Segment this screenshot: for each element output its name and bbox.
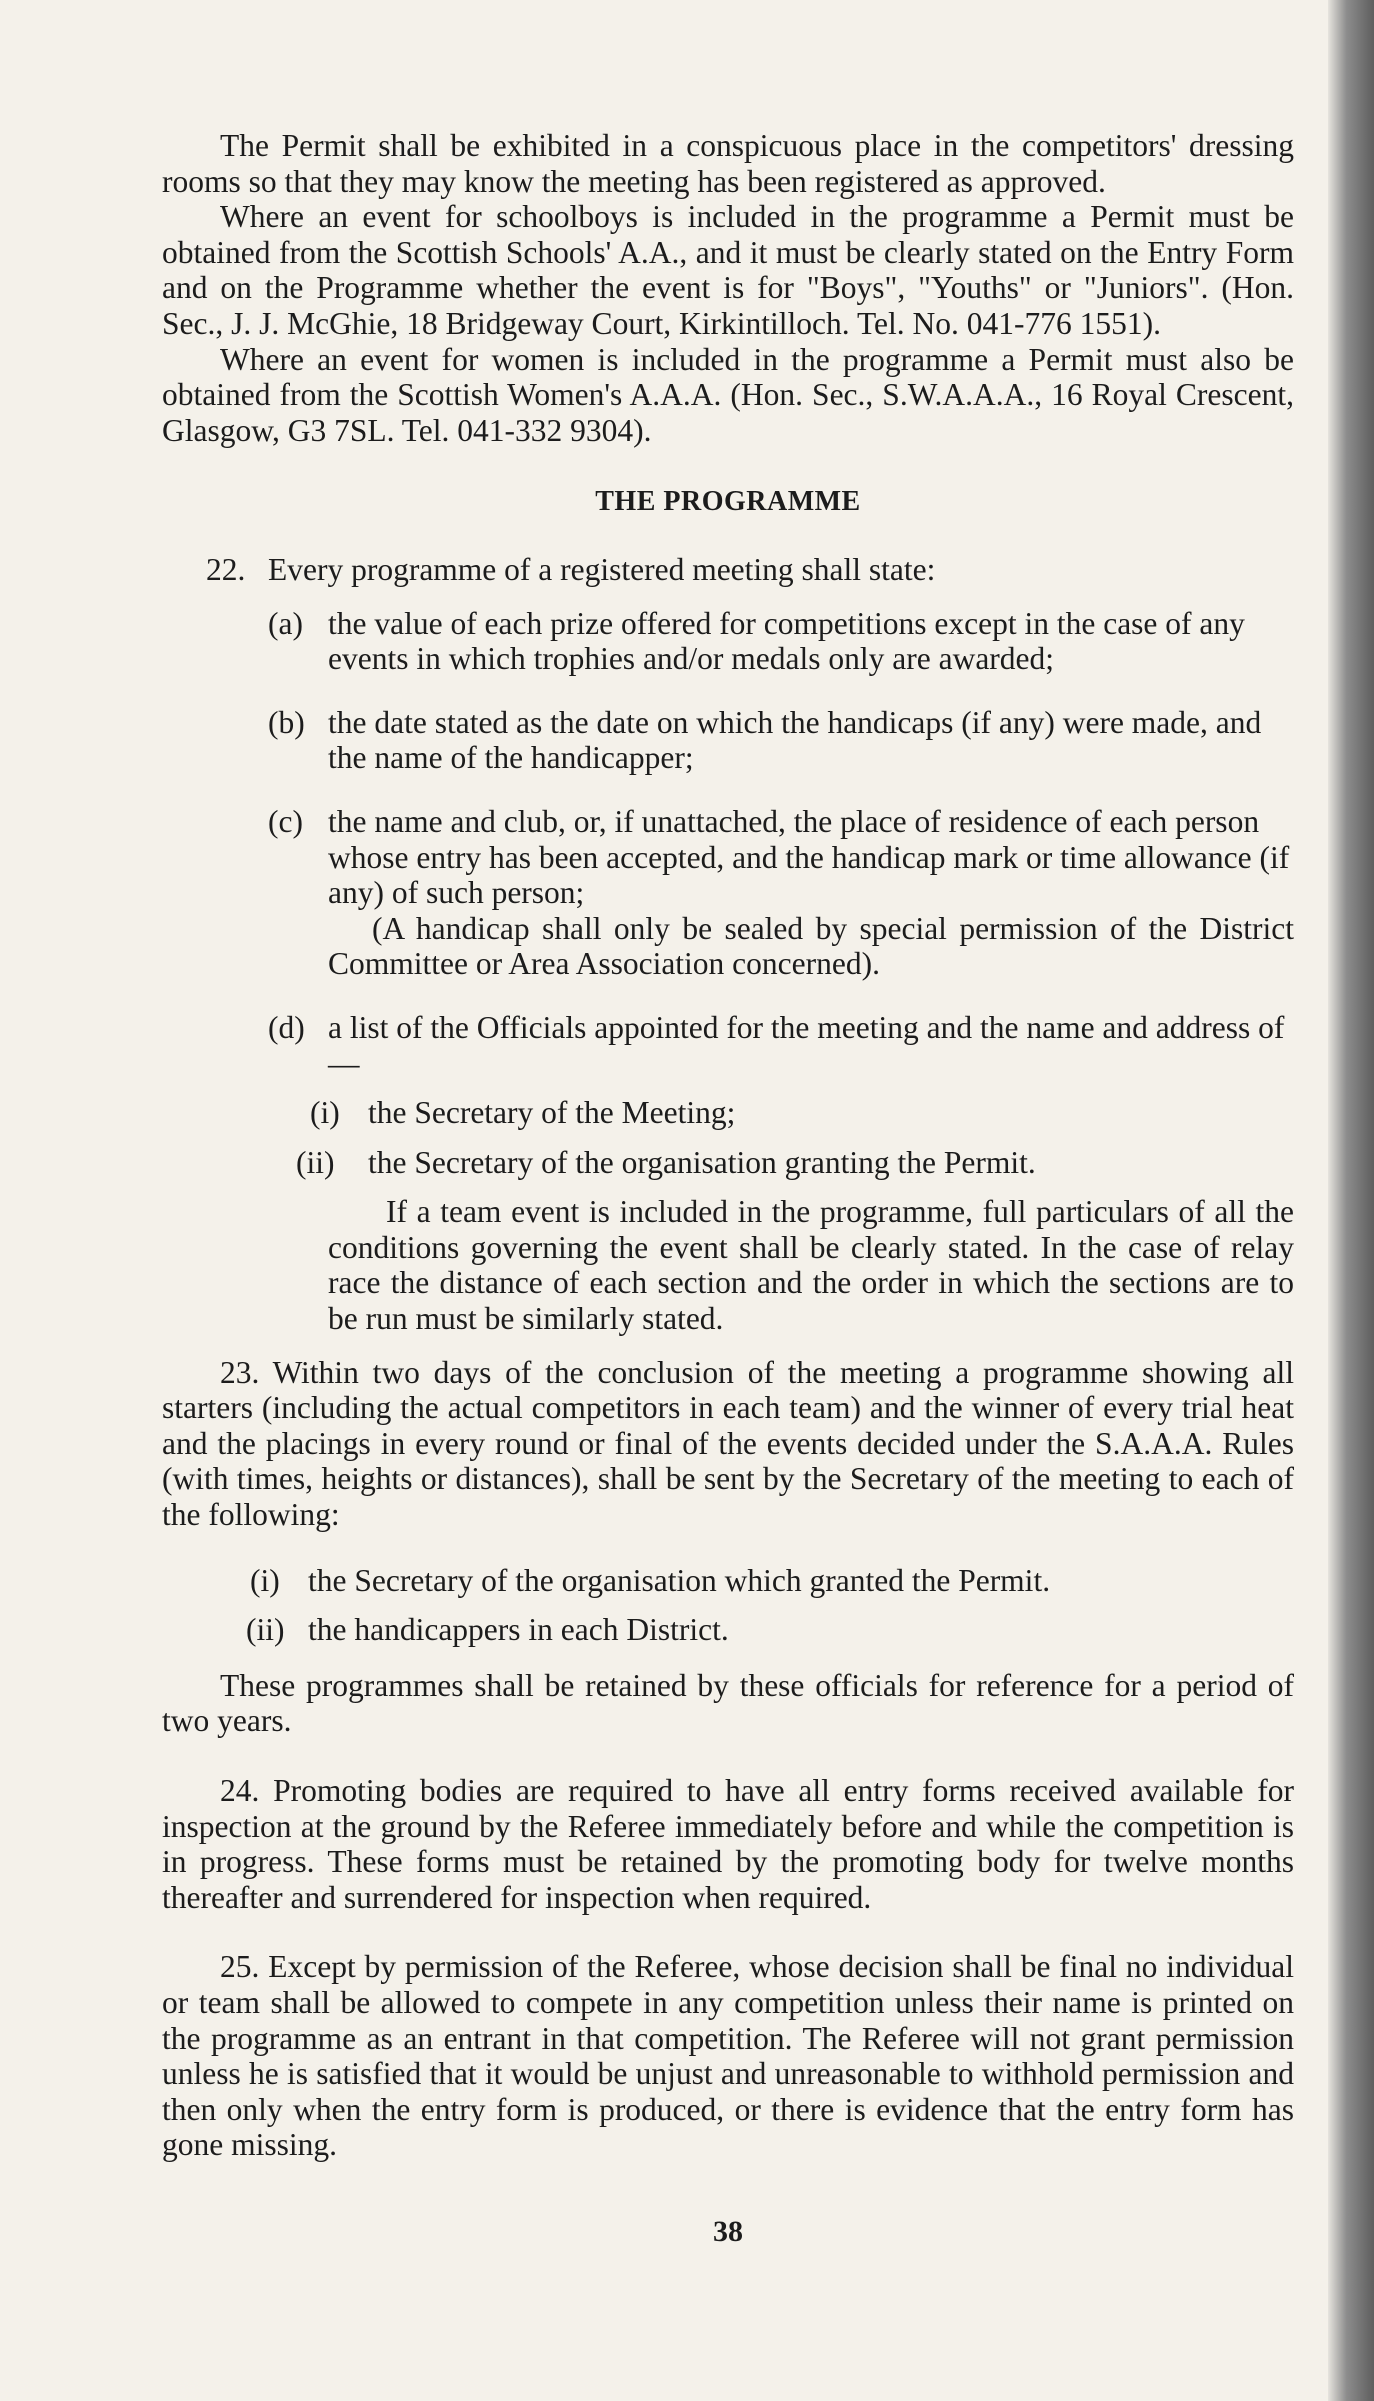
document-page	[162, 128, 1294, 2249]
sub-label: (i)	[250, 1562, 280, 1598]
sub-label: (ii)	[246, 1612, 285, 1648]
team-event-paragraph: If a team event is included in the programme, full particulars of all the conditions governing the event shall be clearly stated. In the case of relay race the distance of each section and the order in which the sections are to be run must be similarly stated.	[328, 1194, 1294, 1337]
rule-23-sub-i	[162, 1563, 1294, 1599]
sub-text: the handicappers in each District.	[308, 1612, 729, 1648]
clause-text: the name and club, or, if unattached, the place of residence of each person whose entry has been accepted, and the handicap mark or time allowance (if any) of such person;	[328, 803, 1290, 911]
rule-22-clause-b	[162, 705, 1294, 776]
rule-22	[162, 552, 1294, 588]
rule-23-sub-ii	[162, 1612, 1294, 1648]
rule-22-clause-c	[162, 804, 1294, 911]
rule-22-number: 22.	[206, 551, 246, 587]
rule-22-clause-a	[162, 606, 1294, 677]
rule-22-text: Every programme of a registered meeting shall state:	[268, 551, 936, 587]
rule-25: 25. Except by permission of the Referee, whose decision shall be final no individual or team shall be allowed to compete in any competition unless their name is printed on the programme as an entrant in that competition. The Referee will not grant permission unless he is satisfied that it would be unjust and unreasonable to withhold permission and then only when the entry form is produced, or there is evidence that the entry form has gone missing.	[162, 1949, 1294, 2163]
section-heading: THE PROGRAMME	[595, 486, 861, 518]
intro-paragraph-permit: The Permit shall be exhibited in a conspicuous place in the competitors' dressing rooms so that they may know the meeting has been registered as approved.	[162, 128, 1294, 199]
rule-22-clause-d	[162, 1010, 1294, 1081]
intro-paragraph-women: Where an event for women is included in the programme a Permit must also be obtained from the Scottish Women's A.A.A. (Hon. Sec., S.W.A.A.A., 16 Royal Crescent, Glasgow, G3 7SL. Tel. 041-332 9304).	[162, 341, 1294, 448]
rule-23: 23. Within two days of the conclusion of the meeting a programme showing all starters (including the actual competitors in each team) and the winner of every trial heat and the placings in every round or final of the events decided under the S.A.A.A. Rules (with times, heights or distances), shall be sent by the Secretary of the meeting to each of the following:	[162, 1354, 1294, 1533]
clause-text: a list of the Officials appointed for the meeting and the name and address of—	[328, 1009, 1285, 1081]
clause-label: (b)	[268, 704, 305, 740]
sub-text: the Secretary of the Meeting;	[368, 1095, 736, 1131]
intro-paragraph-schoolboys: Where an event for schoolboys is included in the programme a Permit must be obtained from the Scottish Schools' A.A., and it must be clearly stated on the Entry Form and on the Programme whether the event is for "Boys", "Youths" or "Juniors". (Hon. Sec., J. J. McGhie, 18 Bridgeway Court, Kirkintilloch. Tel. No. 041-776 1551).	[162, 199, 1294, 341]
clause-c-note: (A handicap shall only be sealed by special permission of the District Committee or Area Association concerned).	[328, 910, 1294, 982]
rule-24: 24. Promoting bodies are required to have all entry forms received available for inspection at the ground by the Referee immediately before and while the competition is in progress. These forms must be retained by the promoting body for twelve months thereafter and surrendered for inspection when required.	[162, 1773, 1294, 1915]
sub-label: (ii)	[296, 1144, 335, 1180]
clause-d-sub-ii	[162, 1145, 1294, 1181]
clause-text: the date stated as the date on which the handicaps (if any) were made, and the name of the handicapper;	[328, 704, 1262, 776]
clause-label: (d)	[268, 1009, 305, 1045]
sub-text: the Secretary of the organisation granting the Permit.	[368, 1144, 1036, 1180]
clause-text: the value of each prize offered for competitions except in the case of any events in which trophies and/or medals only are awarded;	[328, 605, 1245, 677]
sub-text: the Secretary of the organisation which granted the Permit.	[308, 1562, 1051, 1598]
clause-label: (c)	[268, 803, 303, 839]
clause-label: (a)	[268, 605, 303, 641]
clause-d-sub-i	[162, 1095, 1294, 1131]
rule-23-retention-paragraph: These programmes shall be retained by these officials for reference for a period of two years.	[162, 1667, 1294, 1739]
sub-label: (i)	[310, 1095, 340, 1131]
page-number: 38	[713, 2214, 743, 2248]
page-edge-shadow	[1328, 0, 1374, 2401]
